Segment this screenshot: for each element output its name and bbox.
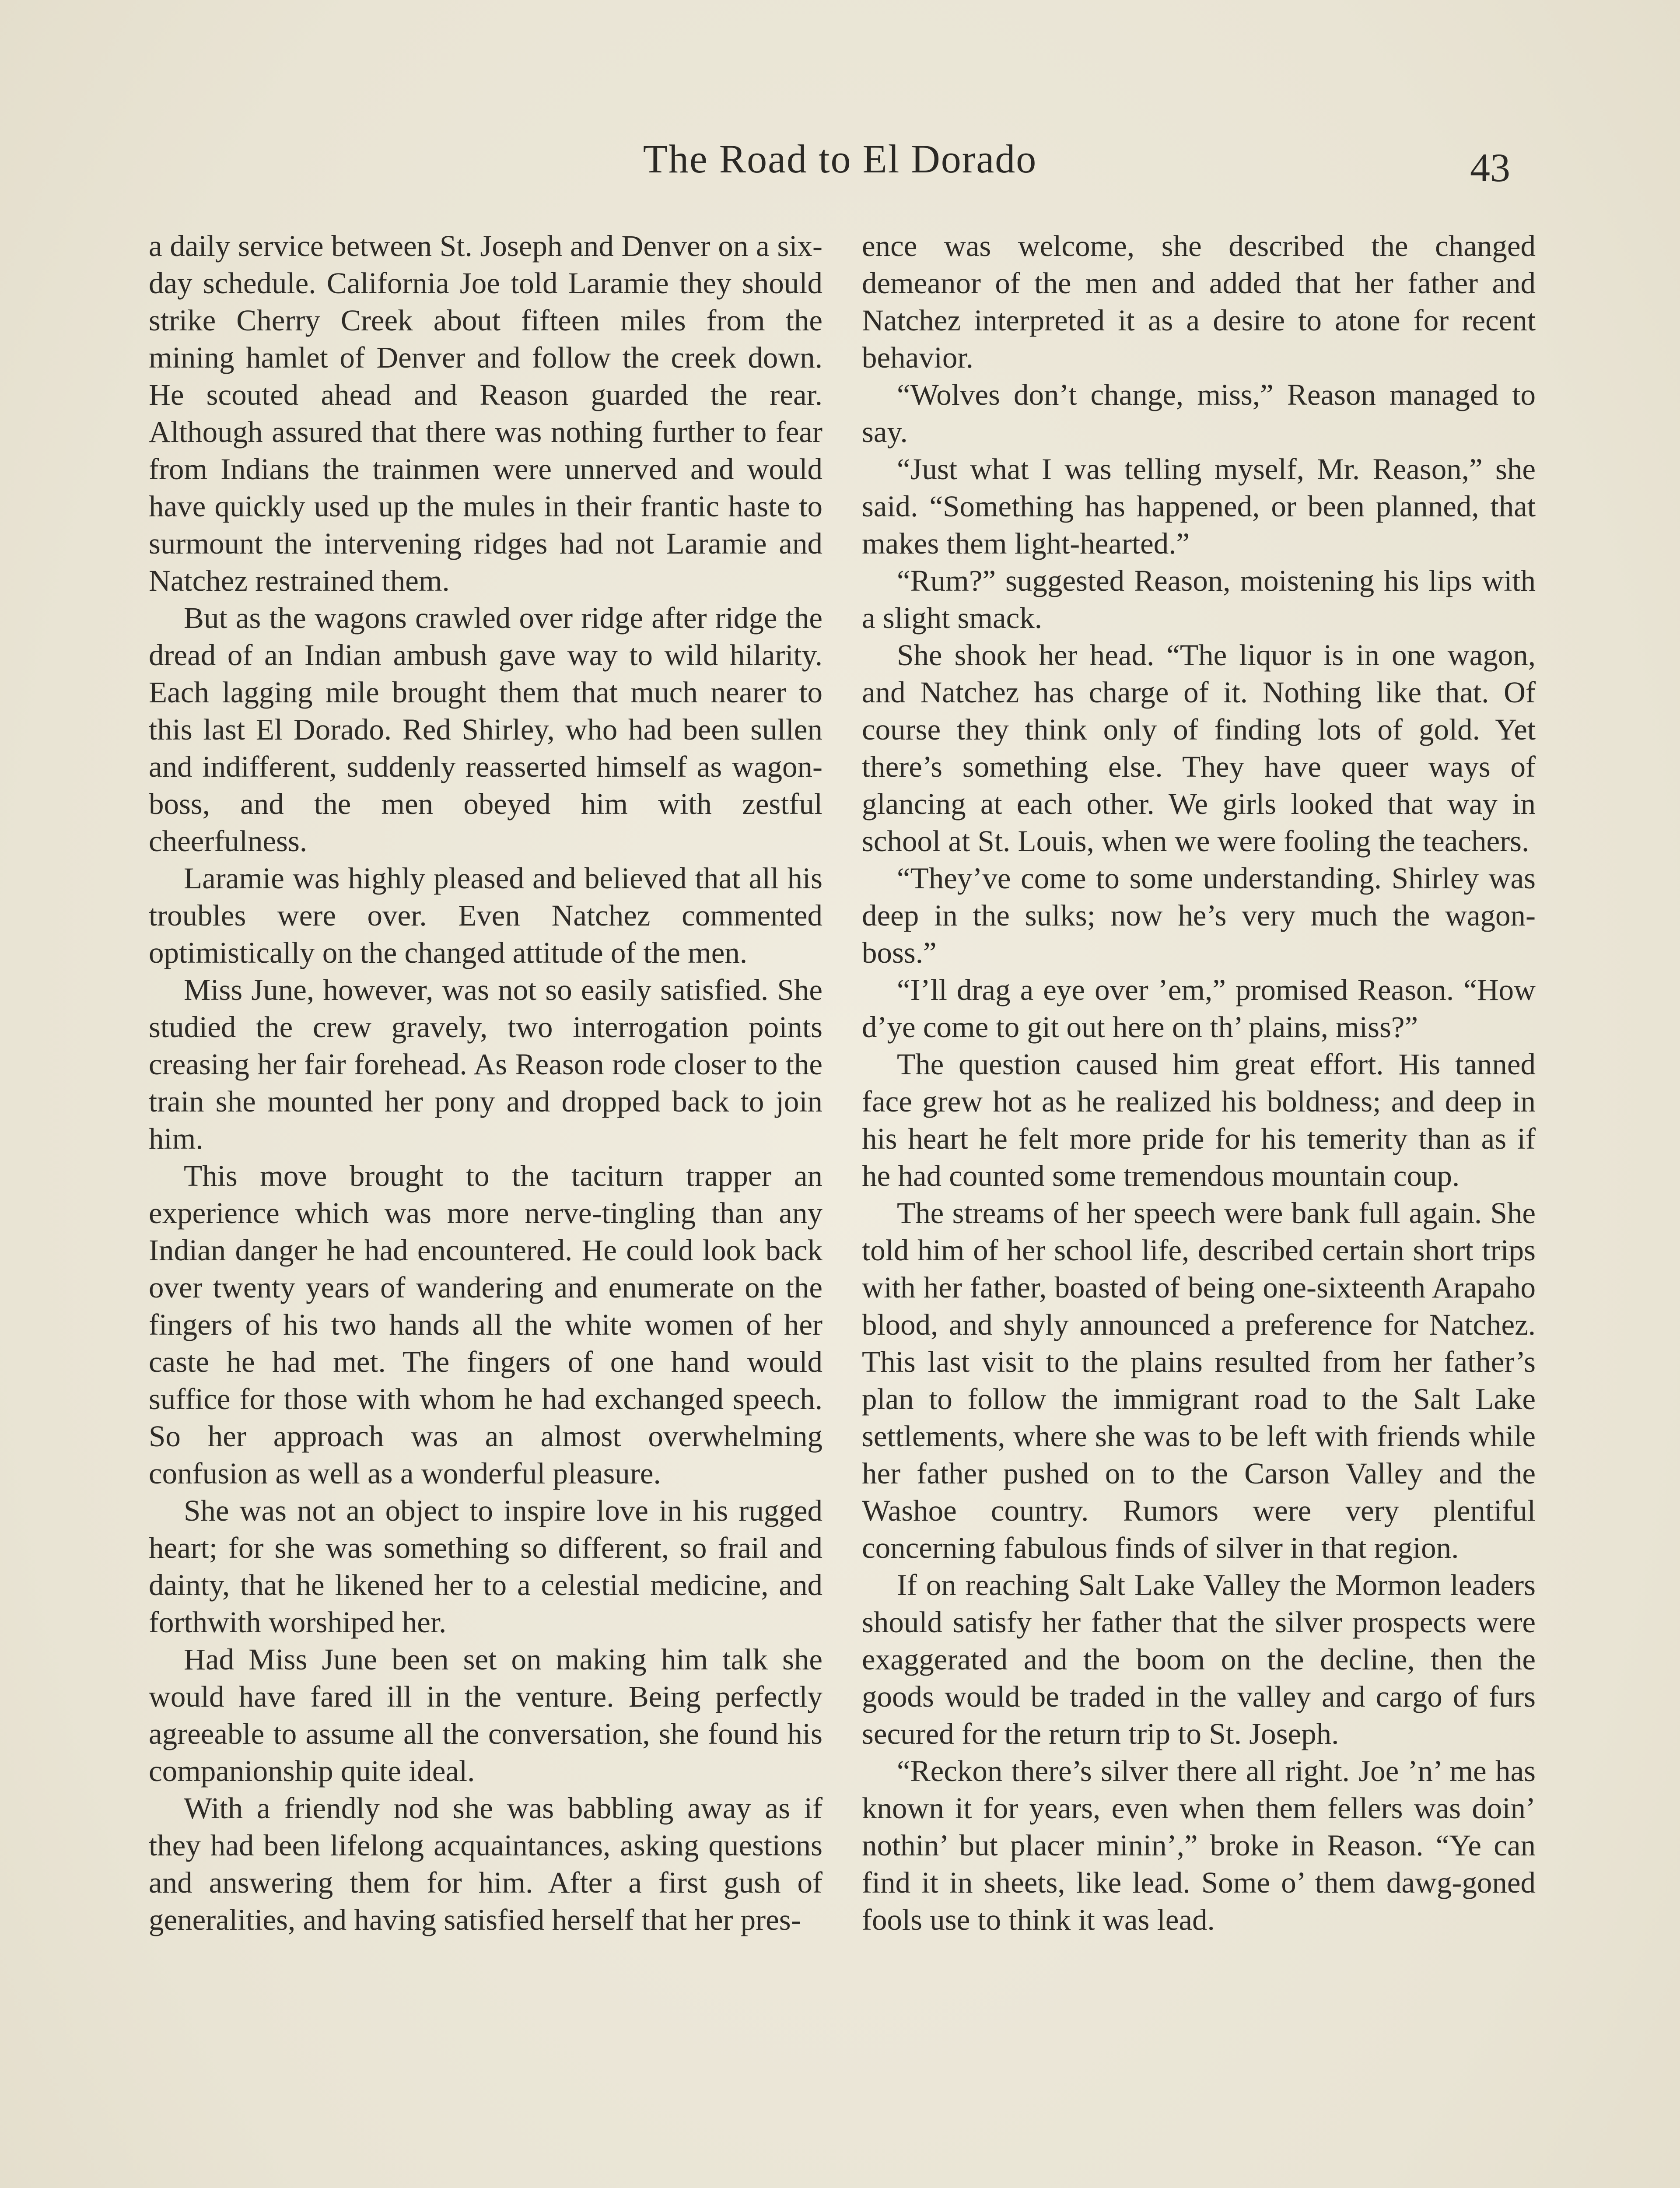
page-title: The Road to El Dorado xyxy=(643,137,1037,181)
paragraph: The question caused him great effort. His tanned face grew hot as he realized his boldness; and deep in his heart he felt more pride for his temerity than as if he had counted some tremendous mountain coup. xyxy=(862,1048,1536,1192)
paragraph: “Reckon there’s silver there all right. Joe ’n’ me has known it for years, even when them fellers was doin’ nothin’ but placer minin’,” broke in Reason. “Ye can find it in sheets, like lead. Some o’ them dawg-goned fools use to think it was lead. xyxy=(862,1754,1536,1936)
paragraph: “They’ve come to some understanding. Shirley was deep in the sulks; now he’s very much the wagon-boss.” xyxy=(862,862,1536,969)
paragraph: “Wolves don’t change, miss,” Reason managed to say. xyxy=(862,378,1536,449)
paragraph: With a friendly nod she was babbling away as if they had been lifelong acquaintances, asking questions and answering them for him. After a first gush of generalities, and having satisfied herself that her pres- xyxy=(149,1792,822,1936)
page-number: 43 xyxy=(1470,145,1510,190)
paragraph: “Rum?” suggested Reason, moistening his lips with a slight smack. xyxy=(862,564,1536,635)
left-column xyxy=(149,228,822,1939)
paragraph: If on reaching Salt Lake Valley the Mormon leaders should satisfy her father that the silver prospects were exaggerated and the boom on the decline, then the goods would be traded in the valley and cargo of furs secured for the return trip to St. Joseph. xyxy=(862,1568,1536,1750)
paragraph: a daily service between St. Joseph and Denver on a six-day schedule. California Joe told Laramie they should strike Cherry Creek about fifteen miles from the mining hamlet of Denver and follow the creek down. He scouted ahead and Reason guarded the rear. Although assured that there was nothing further to fear from Indians the trainmen were unnerved and would have quickly used up the mules in their frantic haste to surmount the intervening ridges had not Laramie and Natchez restrained them. xyxy=(149,229,822,597)
right-column xyxy=(862,228,1536,1939)
paragraph: “Just what I was telling myself, Mr. Reason,” she said. “Something has happened, or been planned, that makes them light-hearted.” xyxy=(862,452,1536,560)
paragraph: Miss June, however, was not so easily satisfied. She studied the crew gravely, two interrogation points creasing her fair forehead. As Reason rode closer to the train she mounted her pony and dropped back to join him. xyxy=(149,973,822,1155)
paragraph: She was not an object to inspire love in his rugged heart; for she was something so different, so frail and dainty, that he likened her to a celestial medicine, and forthwith worshiped her. xyxy=(149,1494,822,1639)
running-head xyxy=(0,131,1680,190)
paragraph: She shook her head. “The liquor is in one wagon, and Natchez has charge of it. Nothing like that. Of course they think only of finding lots of gold. Yet there’s something else. They have queer ways of glancing at each other. We girls looked that way in school at St. Louis, when we were fooling the teachers. xyxy=(862,638,1536,858)
paragraph: Laramie was highly pleased and believed that all his troubles were over. Even Natchez commented optimistically on the changed attitude of the men. xyxy=(149,862,822,969)
paragraph: Had Miss June been set on making him talk she would have fared ill in the venture. Being perfectly agreeable to assume all the conversation, she found his companionship quite ideal. xyxy=(149,1643,822,1788)
paragraph: This move brought to the taciturn trapper an experience which was more nerve-tingling than any Indian danger he had encountered. He could look back over twenty years of wandering and enumerate on the fingers of his two hands all the white women of her caste he had met. The fingers of one hand would suffice for those with whom he had exchanged speech. So her approach was an almost overwhelming confusion as well as a wonderful pleasure. xyxy=(149,1159,822,1490)
paragraph: The streams of her speech were bank full again. She told him of her school life, described certain short trips with her father, boasted of being one-sixteenth Arapaho blood, and shyly announced a preference for Natchez. This last visit to the plains resulted from her father’s plan to follow the immigrant road to the Salt Lake settlements, where she was to be left with friends while her father pushed on to the Carson Valley and the Washoe country. Rumors were very plentiful concerning fabulous finds of silver in that region. xyxy=(862,1196,1536,1564)
paragraph: ence was welcome, she described the changed demeanor of the men and added that her father and Natchez interpreted it as a desire to atone for recent behavior. xyxy=(862,229,1536,374)
paragraph: “I’ll drag a eye over ’em,” promised Reason. “How d’ye come to git out here on th’ plains, miss?” xyxy=(862,973,1536,1044)
paragraph: But as the wagons crawled over ridge after ridge the dread of an Indian ambush gave way to wild hilarity. Each lagging mile brought them that much nearer to this last El Dorado. Red Shirley, who had been sullen and indifferent, suddenly reasserted himself as wagon-boss, and the men obeyed him with zestful cheerfulness. xyxy=(149,601,822,858)
